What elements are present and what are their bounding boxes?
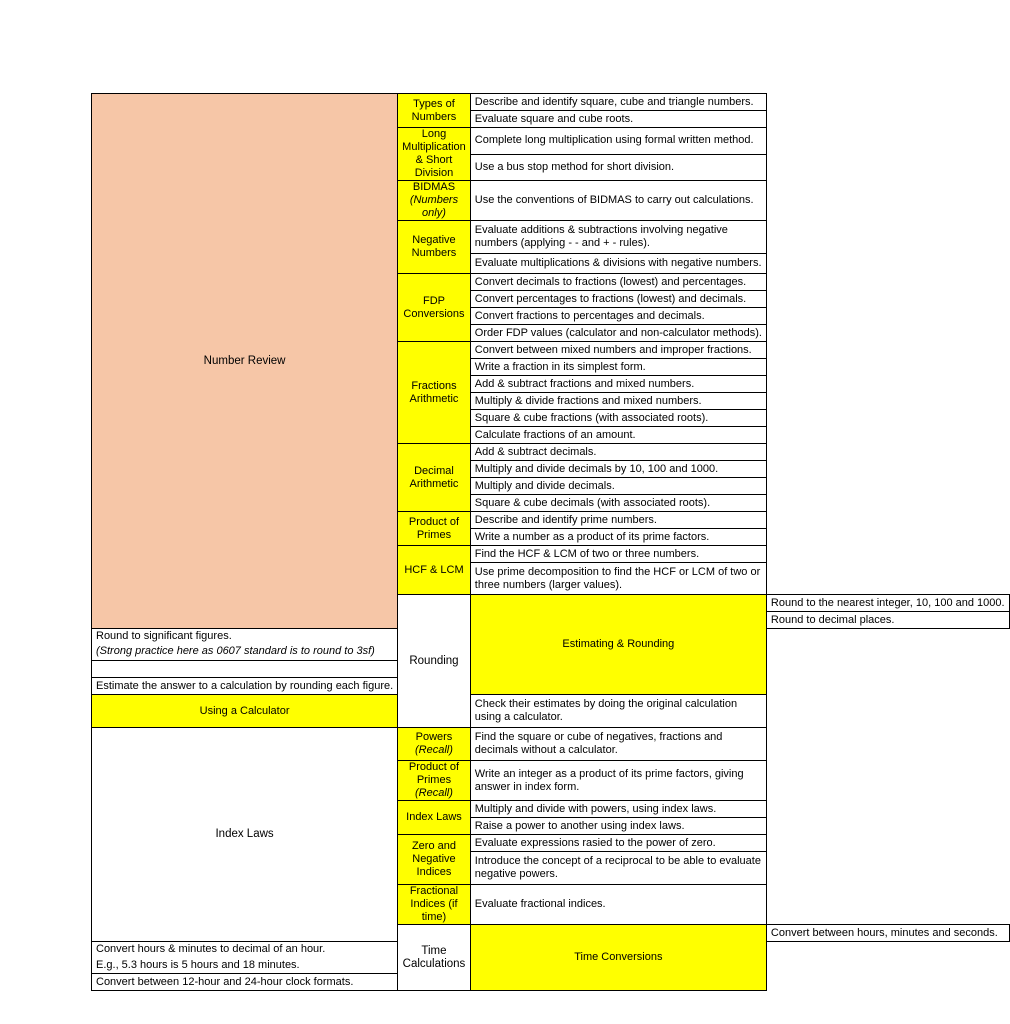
objective: Convert between 12-hour and 24-hour clock formats. — [92, 974, 398, 991]
objective: Use the conventions of BIDMAS to carry out calculations. — [470, 181, 766, 221]
objective: Round to significant figures. — [92, 629, 398, 644]
objective: Evaluate expressions rasied to the power of zero. — [470, 835, 766, 852]
objective: Round to the nearest integer, 10, 100 and 1000. — [766, 595, 1009, 612]
subtopic-estimating-rounding: Estimating & Rounding — [470, 595, 766, 695]
objective: Write a number as a product of its prime factors. — [470, 529, 766, 546]
objective: Convert decimals to fractions (lowest) and percentages. — [470, 274, 766, 291]
objective: Introduce the concept of a reciprocal to be able to evaluate negative powers. — [470, 852, 766, 885]
objective: Complete long multiplication using formal written method. — [470, 128, 766, 155]
objective: Use prime decomposition to find the HCF or LCM of two or three numbers (larger values). — [470, 563, 766, 595]
objective: Estimate the answer to a calculation by rounding each figure. — [92, 678, 398, 695]
subtopic-product-of-primes: Product of Primes — [398, 512, 471, 546]
subtopic-decimal-arithmetic: Decimal Arithmetic — [398, 444, 471, 512]
subtopic-time-conversions: Time Conversions — [470, 925, 766, 991]
subtopic-types-of-numbers: Types of Numbers — [398, 94, 471, 128]
objective: Evaluate fractional indices. — [470, 885, 766, 925]
objective: Convert fractions to percentages and decimals. — [470, 308, 766, 325]
objective: Multiply and divide decimals by 10, 100 and 1000. — [470, 461, 766, 478]
subtopic-fractions-arithmetic: Fractions Arithmetic — [398, 342, 471, 444]
empty-cell — [92, 661, 398, 678]
subtopic-fractional-indices: Fractional Indices (if time) — [398, 885, 471, 925]
objective-note: (Strong practice here as 0607 standard is to round to 3sf) — [92, 644, 398, 661]
objective: Multiply & divide fractions and mixed numbers. — [470, 393, 766, 410]
objective: Convert between hours, minutes and seconds. — [766, 925, 1009, 942]
objective: Convert between mixed numbers and improper fractions. — [470, 342, 766, 359]
topic-index-laws: Index Laws — [92, 728, 398, 942]
subtopic-name: Powers — [415, 731, 453, 743]
subtopic-powers — [398, 728, 471, 761]
objective: Square & cube decimals (with associated roots). — [470, 495, 766, 512]
objective: Calculate fractions of an amount. — [470, 427, 766, 444]
subtopic-negative-numbers: Negative Numbers — [398, 221, 471, 274]
subtopic-name: Product of Primes — [408, 761, 460, 786]
objective: Convert hours & minutes to decimal of an hour. — [92, 942, 398, 958]
objective: Convert percentages to fractions (lowest) and decimals. — [470, 291, 766, 308]
subtopic-note: (Recall) — [415, 787, 453, 799]
objective: Add & subtract fractions and mixed numbers. — [470, 376, 766, 393]
subtopic-zero-negative-indices: Zero and Negative Indices — [398, 835, 471, 885]
subtopic-fdp-conversions: FDP Conversions — [398, 274, 471, 342]
subtopic-hcf-lcm: HCF & LCM — [398, 546, 471, 595]
objective: Square & cube fractions (with associated roots). — [470, 410, 766, 427]
objective: Multiply and divide with powers, using index laws. — [470, 801, 766, 818]
objective: Find the square or cube of negatives, fractions and decimals without a calculator. — [470, 728, 766, 761]
subtopic-note: (Recall) — [415, 744, 453, 756]
objective: Describe and identify prime numbers. — [470, 512, 766, 529]
objective: Order FDP values (calculator and non-calculator methods). — [470, 325, 766, 342]
subtopic-using-calculator: Using a Calculator — [92, 695, 398, 728]
scheme-of-work-table — [91, 93, 1010, 991]
objective: Evaluate additions & subtractions involving negative numbers (applying - - and + - rules). — [470, 221, 766, 254]
objective: Add & subtract decimals. — [470, 444, 766, 461]
objective-example: E.g., 5.3 hours is 5 hours and 18 minutes. — [92, 958, 398, 974]
objective: Evaluate multiplications & divisions with negative numbers. — [470, 254, 766, 274]
topic-number-review: Number Review — [92, 94, 398, 629]
objective: Write an integer as a product of its prime factors, giving answer in index form. — [470, 761, 766, 801]
subtopic-product-of-primes-recall — [398, 761, 471, 801]
objective: Write a fraction in its simplest form. — [470, 359, 766, 376]
objective: Use a bus stop method for short division. — [470, 154, 766, 181]
subtopic-index-laws: Index Laws — [398, 801, 471, 835]
topic-rounding: Rounding — [398, 595, 471, 728]
subtopic-note: (Numbers only) — [409, 194, 459, 219]
objective: Raise a power to another using index laws. — [470, 818, 766, 835]
objective: Check their estimates by doing the original calculation using a calculator. — [470, 695, 766, 728]
objective: Evaluate square and cube roots. — [470, 111, 766, 128]
subtopic-long-multiplication: Long Multiplication & Short Division — [398, 128, 471, 181]
objective: Multiply and divide decimals. — [470, 478, 766, 495]
subtopic-name: BIDMAS — [412, 181, 456, 193]
objective: Round to decimal places. — [766, 612, 1009, 629]
subtopic-bidmas — [398, 181, 471, 221]
objective: Find the HCF & LCM of two or three numbers. — [470, 546, 766, 563]
topic-time-calculations: Time Calculations — [398, 925, 471, 991]
objective: Describe and identify square, cube and triangle numbers. — [470, 94, 766, 111]
